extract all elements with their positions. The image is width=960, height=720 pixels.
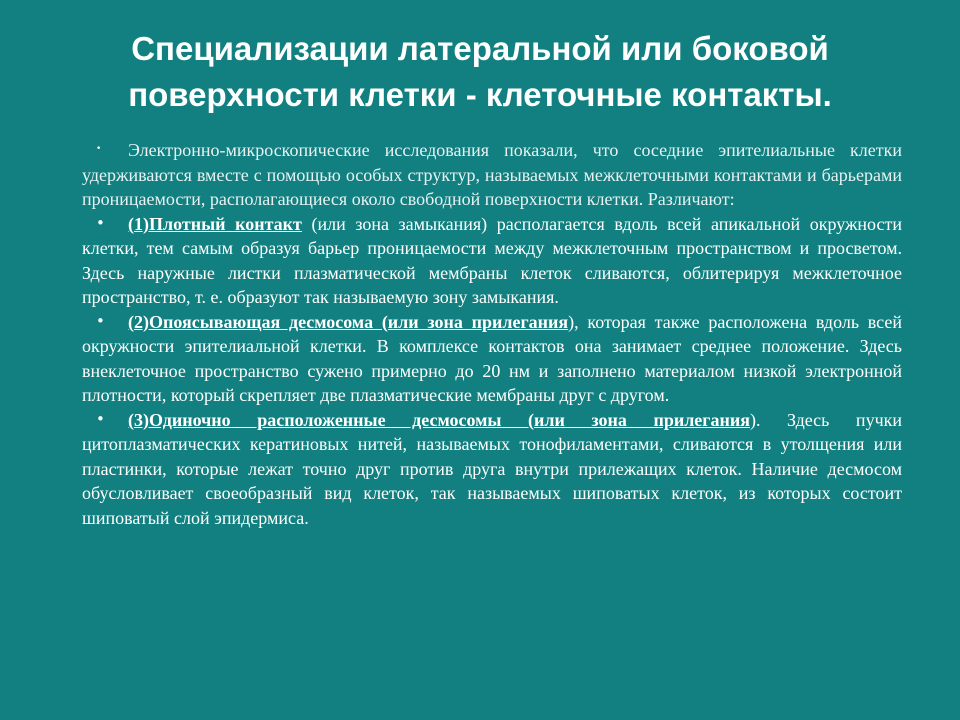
term-spot-desmosomes: (3)Одиночно расположенные десмосомы (или зона прилегания: [128, 409, 750, 430]
bullet-icon: •: [96, 144, 102, 154]
list-item-tight-junction: [82, 212, 902, 310]
term-tight-junction: (1)Плотный контакт: [128, 213, 302, 234]
slide-body: [82, 138, 902, 530]
slide-title: Специализации латеральной или боковой поверхности клетки - клеточные контакты.: [128, 30, 832, 113]
item-text: ), которая также расположена вдоль всей окружности эпителиальной клетки. В комплексе контактов она занимает среднее положение. Здесь внеклеточное пространство сужено примерно до 20 нм и заполнено материалом низкой электронной плотности, который скрепляет две плазматические мембраны друг с другом.: [82, 311, 902, 405]
term-belt-desmosome: (2)Опоясывающая десмосома (или зона прилегания: [128, 311, 569, 332]
item-text: ). Здесь пучки цитоплазматических кератиновых нитей, называемых тонофиламентами, сливаются в утолщения или пластинки, которые лежат точно друг против друга внутри прилежащих клеток. Наличие десмосом обусловливает своеобразный вид клеток, так называемых шиповатых клеток, из которых состоит шиповатый слой эпидермиса.: [82, 409, 902, 528]
intro-paragraph: [82, 138, 902, 212]
list-item-spot-desmosomes: [82, 408, 902, 531]
bullet-icon: •: [96, 311, 105, 330]
bullet-icon: •: [96, 409, 105, 428]
intro-text: Электронно-микроскопические исследования показали, что соседние эпителиальные клетки удерживаются вместе с помощью особых структур, называемых межклеточными контактами и барьерами проницаемости, располагающиеся около свободной поверхности клетки. Различают:: [82, 140, 902, 209]
item-text: (или зона замыкания) располагается вдоль всей апикальной окружности клетки, тем самым образуя барьер проницаемости между межклеточным пространством и просветом. Здесь наружные листки плазматической мембраны клеток сливаются, облитерируя межклеточное пространство, т. е. образуют так называемую зону замыкания.: [82, 213, 902, 307]
list-item-belt-desmosome: [82, 310, 902, 408]
bullet-icon: •: [96, 213, 105, 232]
